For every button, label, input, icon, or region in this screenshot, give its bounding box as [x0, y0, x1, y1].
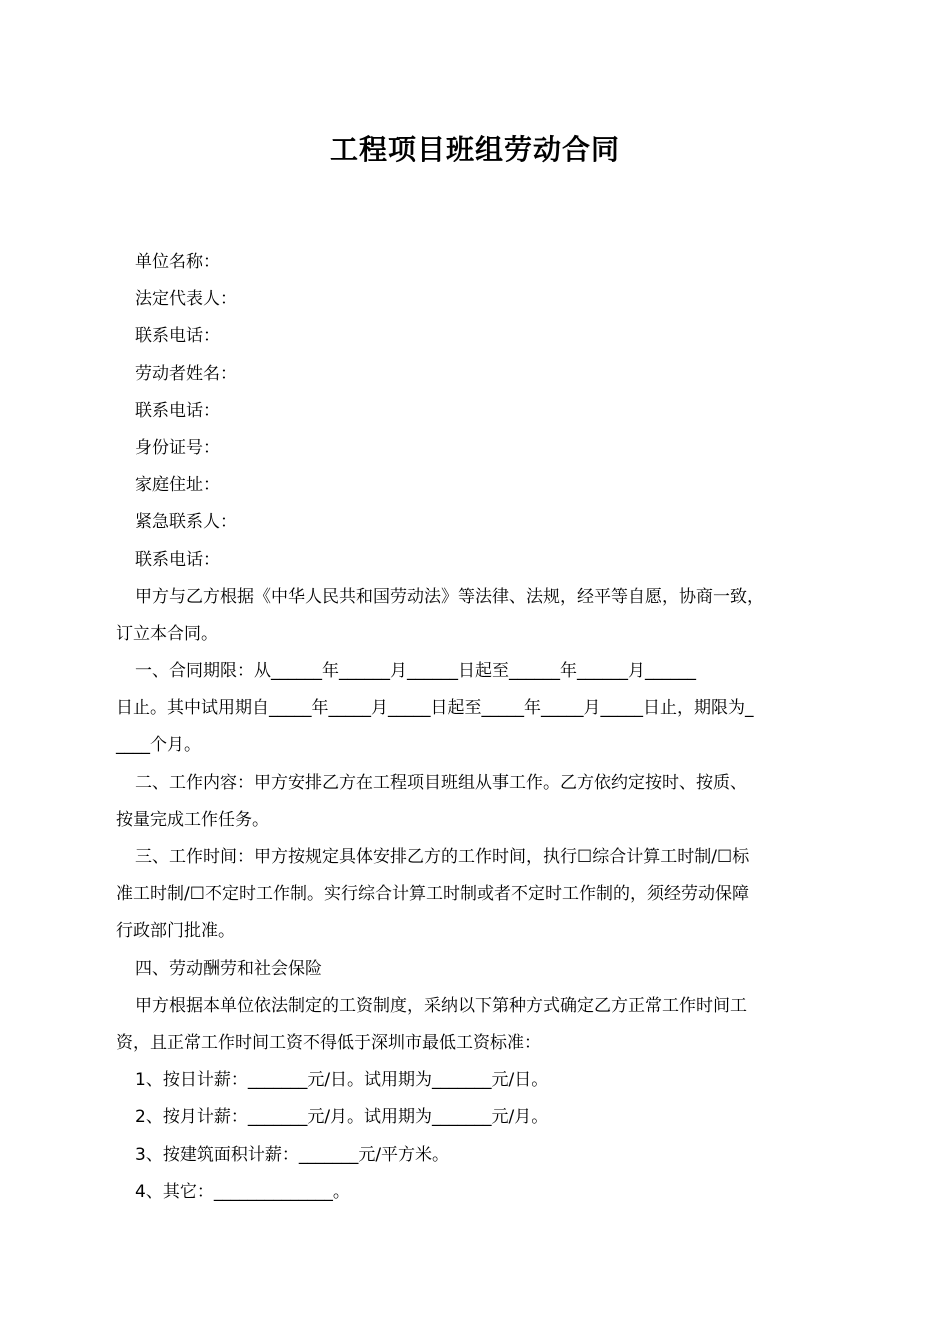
- pay-item-other: 4、其它：______________。: [135, 1181, 350, 1202]
- section4-line: 资，且正常工作时间工资不得低于深圳市最低工资标准：: [116, 1032, 541, 1053]
- pay-item-monthly: 2、按月计薪：_______元/月。试用期为_______元/月。: [135, 1107, 549, 1128]
- intro-line: 订立本合同。: [116, 623, 218, 644]
- field-emergency-phone: 联系电话：: [135, 549, 220, 570]
- section4-line: 甲方根据本单位依法制定的工资制度，采纳以下第种方式确定乙方正常工作时间工: [135, 995, 747, 1016]
- section3-line: 三、工作时间：甲方按规定具体安排乙方的工作时间，执行☐综合计算工时制/☐标: [135, 847, 750, 867]
- field-legal-representative: 法定代表人：: [135, 289, 237, 310]
- field-home-address: 家庭住址：: [135, 475, 220, 496]
- section4-heading: 四、劳动酬劳和社会保险: [135, 958, 322, 979]
- section1-line: 日止。其中试用期自_____年_____月_____日起至_____年_____月_____日止，期限为_: [116, 698, 754, 719]
- section1-line: ____个月。: [116, 735, 201, 756]
- field-worker-name: 劳动者姓名：: [135, 363, 237, 384]
- intro-line: 甲方与乙方根据《中华人民共和国劳动法》等法律、法规，经平等自愿，协商一致，: [135, 586, 764, 607]
- field-unit-name: 单位名称：: [135, 252, 220, 272]
- field-emergency-contact: 紧急联系人：: [135, 512, 237, 533]
- pay-item-area: 3、按建筑面积计薪：_______元/平方米。: [135, 1144, 450, 1165]
- document-title: 工程项目班组劳动合同: [329, 133, 620, 166]
- section1-line: 一、合同期限：从______年______月______日起至______年______月______: [135, 661, 696, 682]
- document-body: [116, 244, 840, 1211]
- section2-line: 按量完成工作任务。: [116, 809, 269, 830]
- pay-item-daily: 1、按日计薪：_______元/日。试用期为_______元/日。: [135, 1070, 549, 1091]
- section3-line: 准工时制/☐不定时工作制。实行综合计算工时制或者不定时工作制的，须经劳动保障: [116, 884, 749, 905]
- field-worker-phone: 联系电话：: [135, 400, 220, 421]
- section2-line: 二、工作内容：甲方安排乙方在工程项目班组从事工作。乙方依约定按时、按质、: [135, 772, 747, 793]
- field-id-number: 身份证号：: [135, 437, 220, 458]
- field-employer-phone: 联系电话：: [135, 326, 220, 347]
- section3-line: 行政部门批准。: [116, 921, 235, 942]
